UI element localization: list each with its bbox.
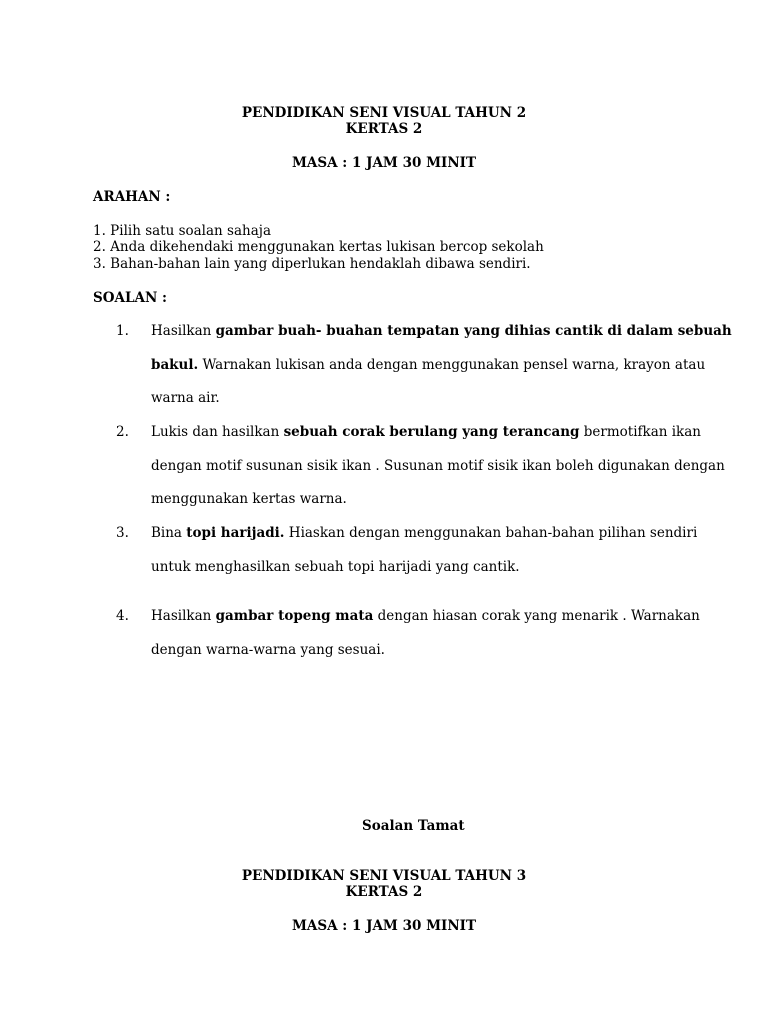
question-2-line-2: dengan motif susunan sisik ikan . Susunan motif sisik ikan boleh digunakan dengan	[151, 458, 725, 474]
question-1-line-1: Hasilkan gambar buah- buahan tempatan yang dihias cantik di dalam sebuah	[151, 323, 732, 339]
section2-time: MASA : 1 JAM 30 MINIT	[291, 918, 477, 934]
question-4-line-1: Hasilkan gambar topeng mata dengan hiasan corak yang menarik . Warnakan	[151, 608, 700, 624]
question-1-line-2: bakul. Warnakan lukisan anda dengan menggunakan pensel warna, krayon atau	[151, 357, 706, 373]
section2-paper: KERTAS 2	[345, 884, 423, 900]
soalan-heading: SOALAN :	[93, 290, 167, 306]
arahan-item: 1. Pilih satu soalan sahaja	[93, 223, 271, 239]
question-2-line-3: menggunakan kertas warna.	[151, 491, 347, 507]
arahan-heading: ARAHAN :	[93, 189, 171, 205]
section2-title: PENDIDIKAN SENI VISUAL TAHUN 3	[241, 868, 527, 884]
question-number: 1.	[116, 323, 129, 339]
question-number: 2.	[116, 424, 129, 440]
end-text: Soalan Tamat	[362, 818, 465, 834]
section1-title: PENDIDIKAN SENI VISUAL TAHUN 2	[241, 105, 527, 121]
section1-time: MASA : 1 JAM 30 MINIT	[291, 155, 477, 171]
section1-paper: KERTAS 2	[345, 121, 423, 137]
question-1-line-3: warna air.	[151, 390, 220, 406]
question-number: 4.	[116, 608, 129, 624]
arahan-item: 3. Bahan-bahan lain yang diperlukan hendaklah dibawa sendiri.	[93, 256, 531, 272]
question-3-line-2: untuk menghasilkan sebuah topi harijadi yang cantik.	[151, 559, 520, 575]
question-4-line-2: dengan warna-warna yang sesuai.	[151, 642, 385, 658]
question-number: 3.	[116, 525, 129, 541]
question-3-line-1: Bina topi harijadi. Hiaskan dengan menggunakan bahan-bahan pilihan sendiri	[151, 525, 698, 541]
question-2-line-1: Lukis dan hasilkan sebuah corak berulang yang terancang bermotifkan ikan	[151, 424, 701, 440]
arahan-item: 2. Anda dikehendaki menggunakan kertas lukisan bercop sekolah	[93, 239, 544, 255]
